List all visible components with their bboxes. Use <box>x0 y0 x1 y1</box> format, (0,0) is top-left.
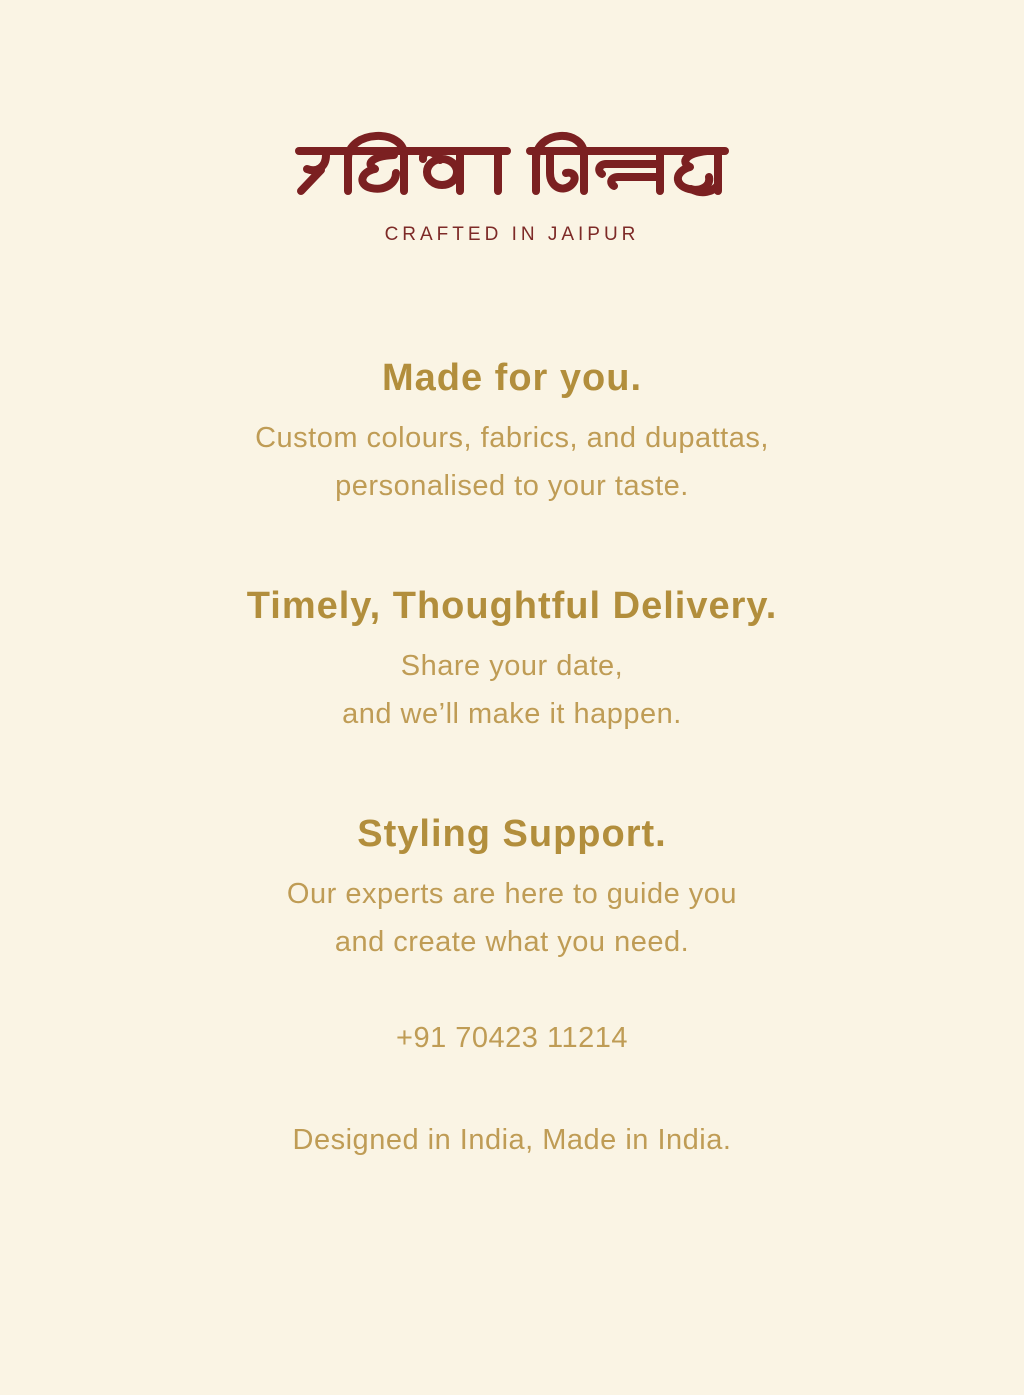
made-in-india-note: Designed in India, Made in India. <box>292 1124 732 1156</box>
section-heading: Timely, Thoughtful Delivery. <box>246 585 778 627</box>
brand-header <box>0 115 1024 246</box>
section-body-line: Share your date, <box>400 650 624 682</box>
section-body <box>0 414 1024 510</box>
brand-logotype-devanagari <box>292 115 732 215</box>
section-body-line: and create what you need. <box>334 926 690 958</box>
contact-phone: +91 70423 11214 <box>396 1022 628 1054</box>
brand-tagline: CRAFTED IN JAIPUR <box>384 224 640 245</box>
section-heading: Made for you. <box>381 357 643 399</box>
section-delivery <box>0 584 1024 738</box>
section-body-line: Custom colours, fabrics, and dupattas, <box>255 422 769 454</box>
section-body-line: and we’ll make it happen. <box>342 698 682 730</box>
brand-info-card <box>0 115 1024 1395</box>
brand-name-text <box>512 215 513 216</box>
section-made-for-you <box>0 356 1024 510</box>
info-sections <box>0 356 1024 1164</box>
section-styling-support <box>0 812 1024 966</box>
section-body-line: Our experts are here to guide you <box>286 878 738 910</box>
section-body <box>0 870 1024 966</box>
section-heading: Styling Support. <box>357 813 667 855</box>
section-body <box>0 642 1024 738</box>
section-body-line: personalised to your taste. <box>335 470 689 502</box>
